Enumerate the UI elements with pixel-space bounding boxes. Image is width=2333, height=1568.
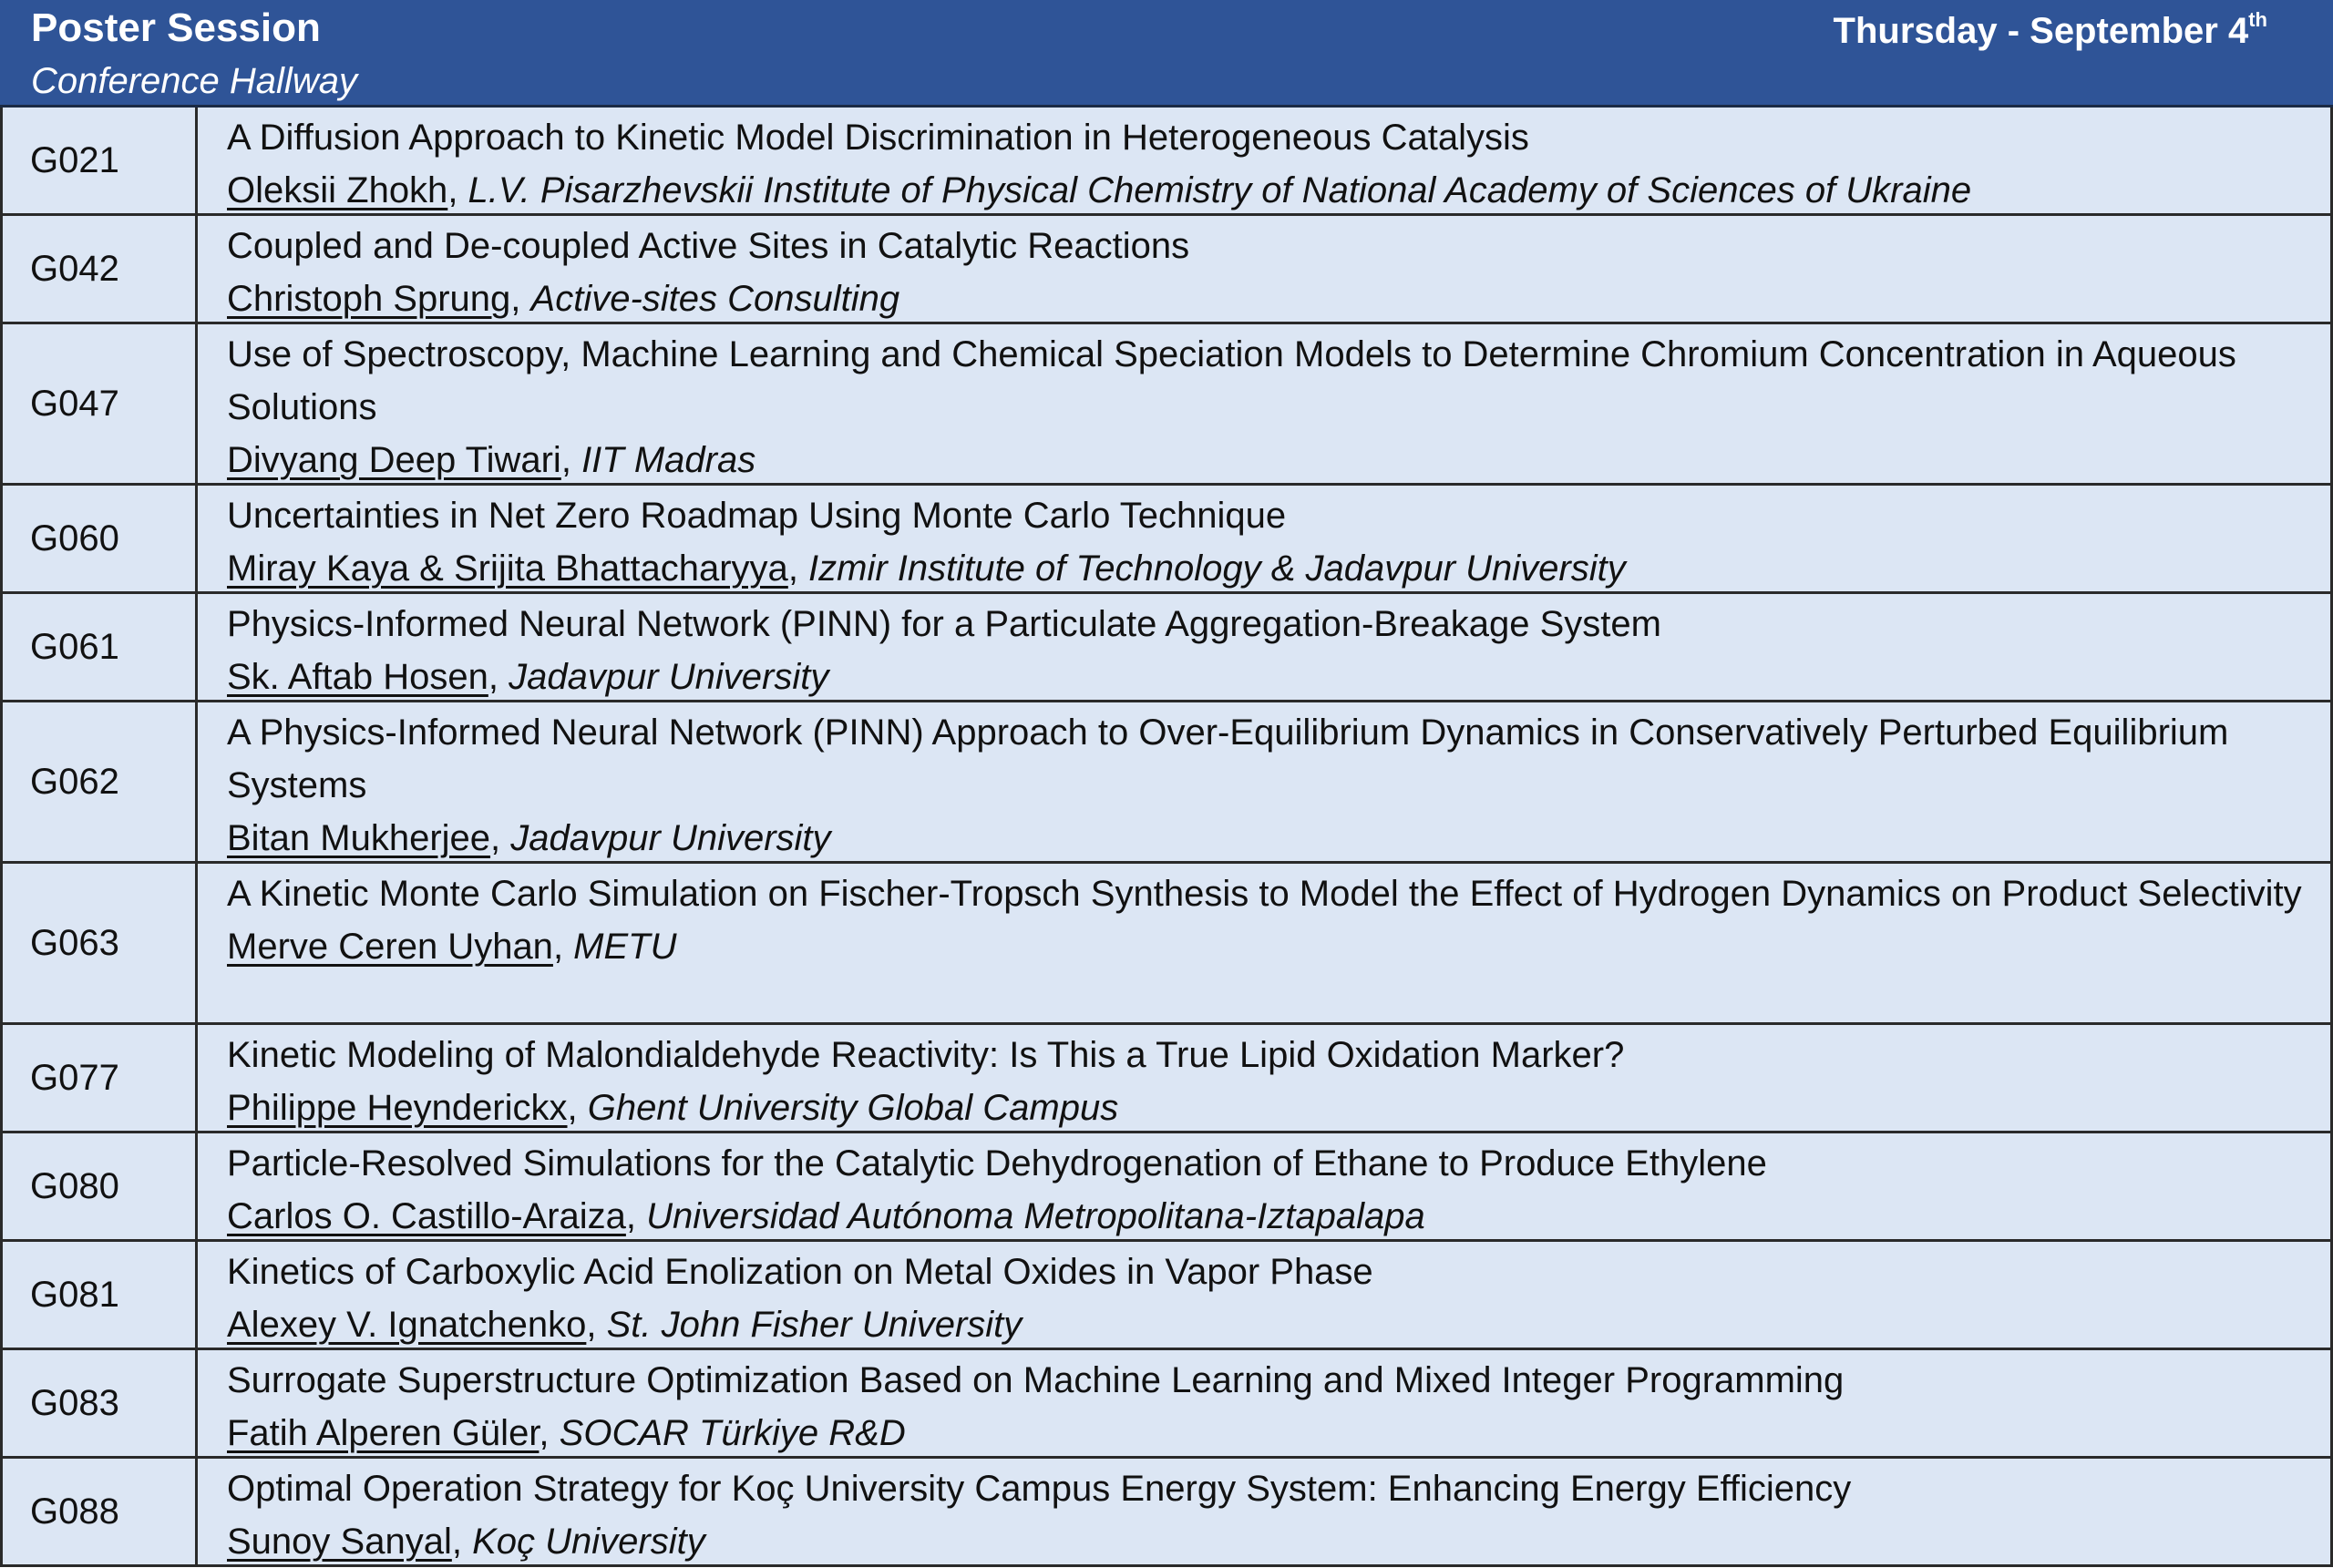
poster-affiliation: Universidad Autónoma Metropolitana-Iztapalapa xyxy=(646,1196,1425,1236)
poster-byline: Sk. Aftab Hosen, Jadavpur University xyxy=(227,657,829,697)
poster-code: G083 xyxy=(3,1350,198,1456)
poster-code: G077 xyxy=(3,1025,198,1131)
poster-code: G021 xyxy=(3,108,198,213)
poster-authors: Alexey V. Ignatchenko xyxy=(227,1305,587,1345)
poster-authors: Philippe Heynderickx xyxy=(227,1088,568,1128)
poster-affiliation: Izmir Institute of Technology & Jadavpur University xyxy=(808,548,1626,589)
poster-row xyxy=(0,1025,2333,1133)
poster-row xyxy=(0,486,2333,594)
poster-affiliation: IIT Madras xyxy=(581,440,756,480)
poster-authors: Fatih Alperen Güler xyxy=(227,1413,540,1453)
poster-content xyxy=(198,702,2330,861)
poster-title: Physics-Informed Neural Network (PINN) for a Particulate Aggregation-Breakage System xyxy=(227,604,1661,644)
poster-code: G061 xyxy=(3,594,198,700)
poster-row xyxy=(0,702,2333,864)
poster-title: Optimal Operation Strategy for Koç University Campus Energy System: Enhancing Energy Efficiency xyxy=(227,1469,1852,1509)
poster-title: A Kinetic Monte Carlo Simulation on Fischer-Tropsch Synthesis to Model the Effect of Hydrogen Dynamics on Product Selectivity xyxy=(227,874,2302,914)
poster-code: G047 xyxy=(3,324,198,483)
poster-title: A Diffusion Approach to Kinetic Model Discrimination in Heterogeneous Catalysis xyxy=(227,118,1529,158)
poster-row xyxy=(0,864,2333,1025)
poster-authors: Divyang Deep Tiwari xyxy=(227,440,561,480)
poster-content xyxy=(198,594,2330,700)
session-date-suffix: th xyxy=(2248,8,2267,31)
poster-byline: Divyang Deep Tiwari, IIT Madras xyxy=(227,440,756,480)
poster-affiliation: Ghent University Global Campus xyxy=(587,1088,1119,1128)
poster-row xyxy=(0,1242,2333,1350)
poster-content xyxy=(198,108,2330,213)
session-date-main: Thursday - September 4 xyxy=(1833,11,2249,51)
poster-title: Particle-Resolved Simulations for the Catalytic Dehydrogenation of Ethane to Produce Ethylene xyxy=(227,1143,1767,1184)
poster-content xyxy=(198,216,2330,322)
poster-content xyxy=(198,324,2330,483)
poster-authors: Sk. Aftab Hosen xyxy=(227,657,488,697)
poster-authors: Oleksii Zhokh xyxy=(227,170,448,210)
poster-content xyxy=(198,1242,2330,1348)
poster-byline: Sunoy Sanyal, Koç University xyxy=(227,1522,705,1562)
poster-byline: Alexey V. Ignatchenko, St. John Fisher University xyxy=(227,1305,1023,1345)
poster-title: A Physics-Informed Neural Network (PINN) Approach to Over-Equilibrium Dynamics in Conservatively Perturbed Equilibrium Systems xyxy=(227,712,2229,805)
poster-code: G081 xyxy=(3,1242,198,1348)
poster-affiliation: L.V. Pisarzhevskii Institute of Physical Chemistry of National Academy of Sciences of Ukraine xyxy=(468,170,1972,210)
poster-code: G042 xyxy=(3,216,198,322)
poster-byline: Bitan Mukherjee, Jadavpur University xyxy=(227,818,831,858)
poster-row xyxy=(0,216,2333,324)
poster-title: Kinetic Modeling of Malondialdehyde Reactivity: Is This a True Lipid Oxidation Marker? xyxy=(227,1035,1625,1075)
poster-code: G088 xyxy=(3,1459,198,1564)
poster-title: Uncertainties in Net Zero Roadmap Using Monte Carlo Technique xyxy=(227,496,1287,536)
poster-byline: Merve Ceren Uyhan, METU xyxy=(227,927,677,967)
poster-content xyxy=(198,1459,2330,1564)
session-title: Poster Session xyxy=(31,5,321,50)
poster-code: G063 xyxy=(3,864,198,1022)
poster-table xyxy=(0,108,2333,1567)
poster-authors: Bitan Mukherjee xyxy=(227,818,491,858)
poster-code: G062 xyxy=(3,702,198,861)
poster-byline: Miray Kaya & Srijita Bhattacharyya, Izmir Institute of Technology & Jadavpur University xyxy=(227,548,1626,589)
poster-code: G080 xyxy=(3,1133,198,1239)
session-location: Conference Hallway xyxy=(31,61,357,101)
poster-code: G060 xyxy=(3,486,198,591)
poster-affiliation: Jadavpur University xyxy=(509,657,829,697)
poster-title: Coupled and De-coupled Active Sites in Catalytic Reactions xyxy=(227,226,1190,266)
poster-row xyxy=(0,1350,2333,1459)
poster-byline: Carlos O. Castillo-Araiza, Universidad Autónoma Metropolitana-Iztapalapa xyxy=(227,1196,1425,1236)
poster-row xyxy=(0,1133,2333,1242)
poster-row xyxy=(0,1459,2333,1567)
poster-row xyxy=(0,108,2333,216)
poster-title: Kinetics of Carboxylic Acid Enolization on Metal Oxides in Vapor Phase xyxy=(227,1252,1373,1292)
poster-affiliation: METU xyxy=(573,927,677,967)
poster-affiliation: St. John Fisher University xyxy=(606,1305,1023,1345)
poster-affiliation: Jadavpur University xyxy=(510,818,831,858)
poster-byline: Fatih Alperen Güler, SOCAR Türkiye R&D xyxy=(227,1413,906,1453)
poster-affiliation: Active-sites Consulting xyxy=(530,279,900,319)
poster-row xyxy=(0,324,2333,486)
poster-authors: Merve Ceren Uyhan xyxy=(227,927,553,967)
poster-content xyxy=(198,1350,2330,1456)
poster-authors: Miray Kaya & Srijita Bhattacharyya xyxy=(227,548,788,589)
poster-byline: Oleksii Zhokh, L.V. Pisarzhevskii Institute of Physical Chemistry of National Academy of Sciences of Ukraine xyxy=(227,170,1972,210)
poster-title: Use of Spectroscopy, Machine Learning and Chemical Speciation Models to Determine Chromium Concentration in Aqueous Solutions xyxy=(227,334,2236,427)
poster-content xyxy=(198,486,2330,591)
poster-content xyxy=(198,1025,2330,1131)
poster-affiliation: Koç University xyxy=(472,1522,705,1562)
poster-content xyxy=(198,1133,2330,1239)
poster-authors: Sunoy Sanyal xyxy=(227,1522,452,1562)
poster-content xyxy=(198,864,2330,1022)
poster-authors: Carlos O. Castillo-Araiza xyxy=(227,1196,626,1236)
poster-row xyxy=(0,594,2333,702)
poster-title: Surrogate Superstructure Optimization Based on Machine Learning and Mixed Integer Programming xyxy=(227,1360,1845,1400)
poster-byline: Philippe Heynderickx, Ghent University Global Campus xyxy=(227,1088,1119,1128)
session-date xyxy=(1834,7,2267,55)
poster-byline: Christoph Sprung, Active-sites Consulting xyxy=(227,279,900,319)
session-header xyxy=(0,0,2333,108)
poster-authors: Christoph Sprung xyxy=(227,279,511,319)
poster-affiliation: SOCAR Türkiye R&D xyxy=(559,1413,906,1453)
